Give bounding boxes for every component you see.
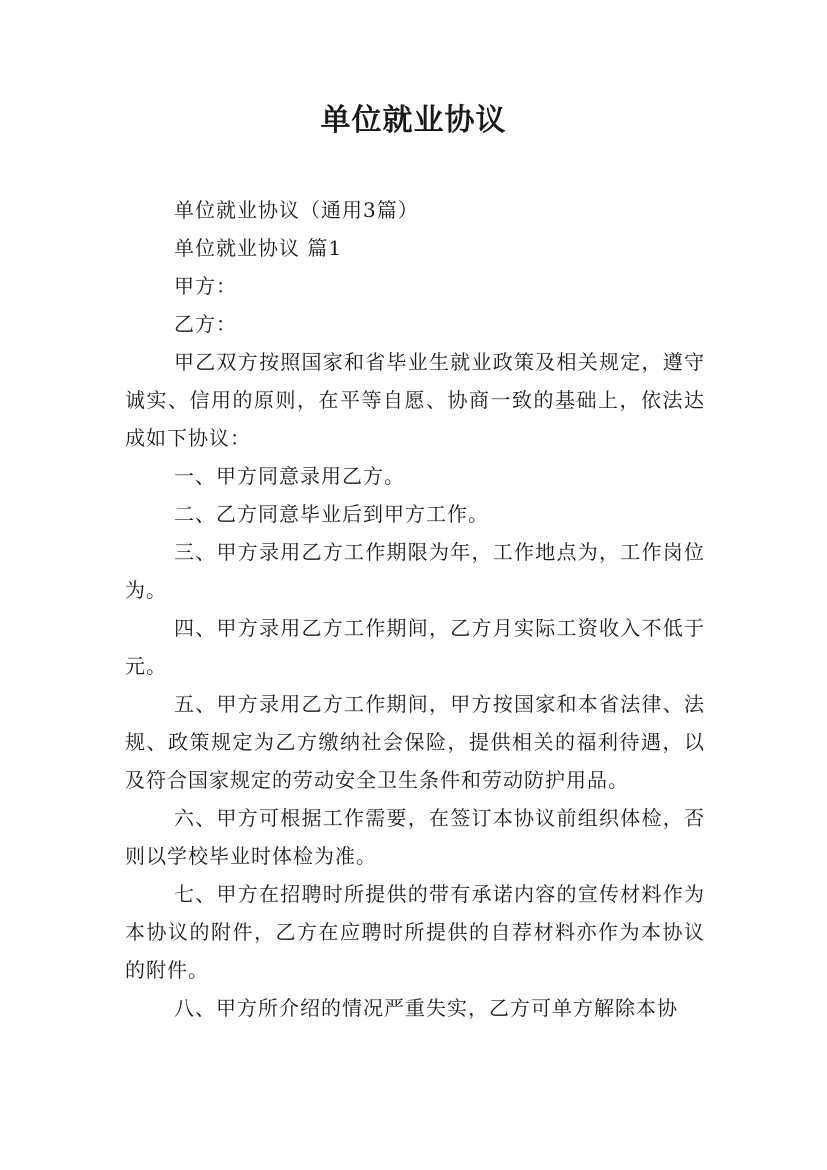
party-a-line: 甲方： <box>174 274 237 298</box>
clause-3: 三、甲方录用乙方工作期限为年，工作地点为，工作岗位为。 <box>125 540 705 602</box>
clause-4: 四、甲方录用乙方工作期间，乙方月实际工资收入不低于元。 <box>125 616 705 678</box>
document-body <box>125 191 705 1027</box>
preamble-paragraph: 甲乙双方按照国家和省毕业生就业政策及相关规定，遵守诚实、信用的原则，在平等自愿、协商一致的基础上，依法达成如下协议： <box>125 350 705 450</box>
clause-7: 七、甲方在招聘时所提供的带有承诺内容的宣传材料作为本协议的附件，乙方在应聘时所提供的自荐材料亦作为本协议的附件。 <box>125 882 705 982</box>
party-b-line: 乙方： <box>174 312 237 336</box>
clause-1: 一、甲方同意录用乙方。 <box>174 464 405 488</box>
clause-6: 六、甲方可根据工作需要，在签订本协议前组织体检，否则以学校毕业时体检为准。 <box>125 806 705 868</box>
document-subtitle: 单位就业协议（通用3篇） <box>174 198 419 222</box>
section-heading: 单位就业协议 篇1 <box>174 236 343 260</box>
document-title: 单位就业协议 <box>320 103 507 138</box>
clause-2: 二、乙方同意毕业后到甲方工作。 <box>174 502 489 526</box>
clause-5: 五、甲方录用乙方工作期间，甲方按国家和本省法律、法规、政策规定为乙方缴纳社会保险，提供相关的福利待遇，以及符合国家规定的劳动安全卫生条件和劳动防护用品。 <box>125 692 705 792</box>
clause-8: 八、甲方所介绍的情况严重失实，乙方可单方解除本协 <box>174 996 678 1020</box>
